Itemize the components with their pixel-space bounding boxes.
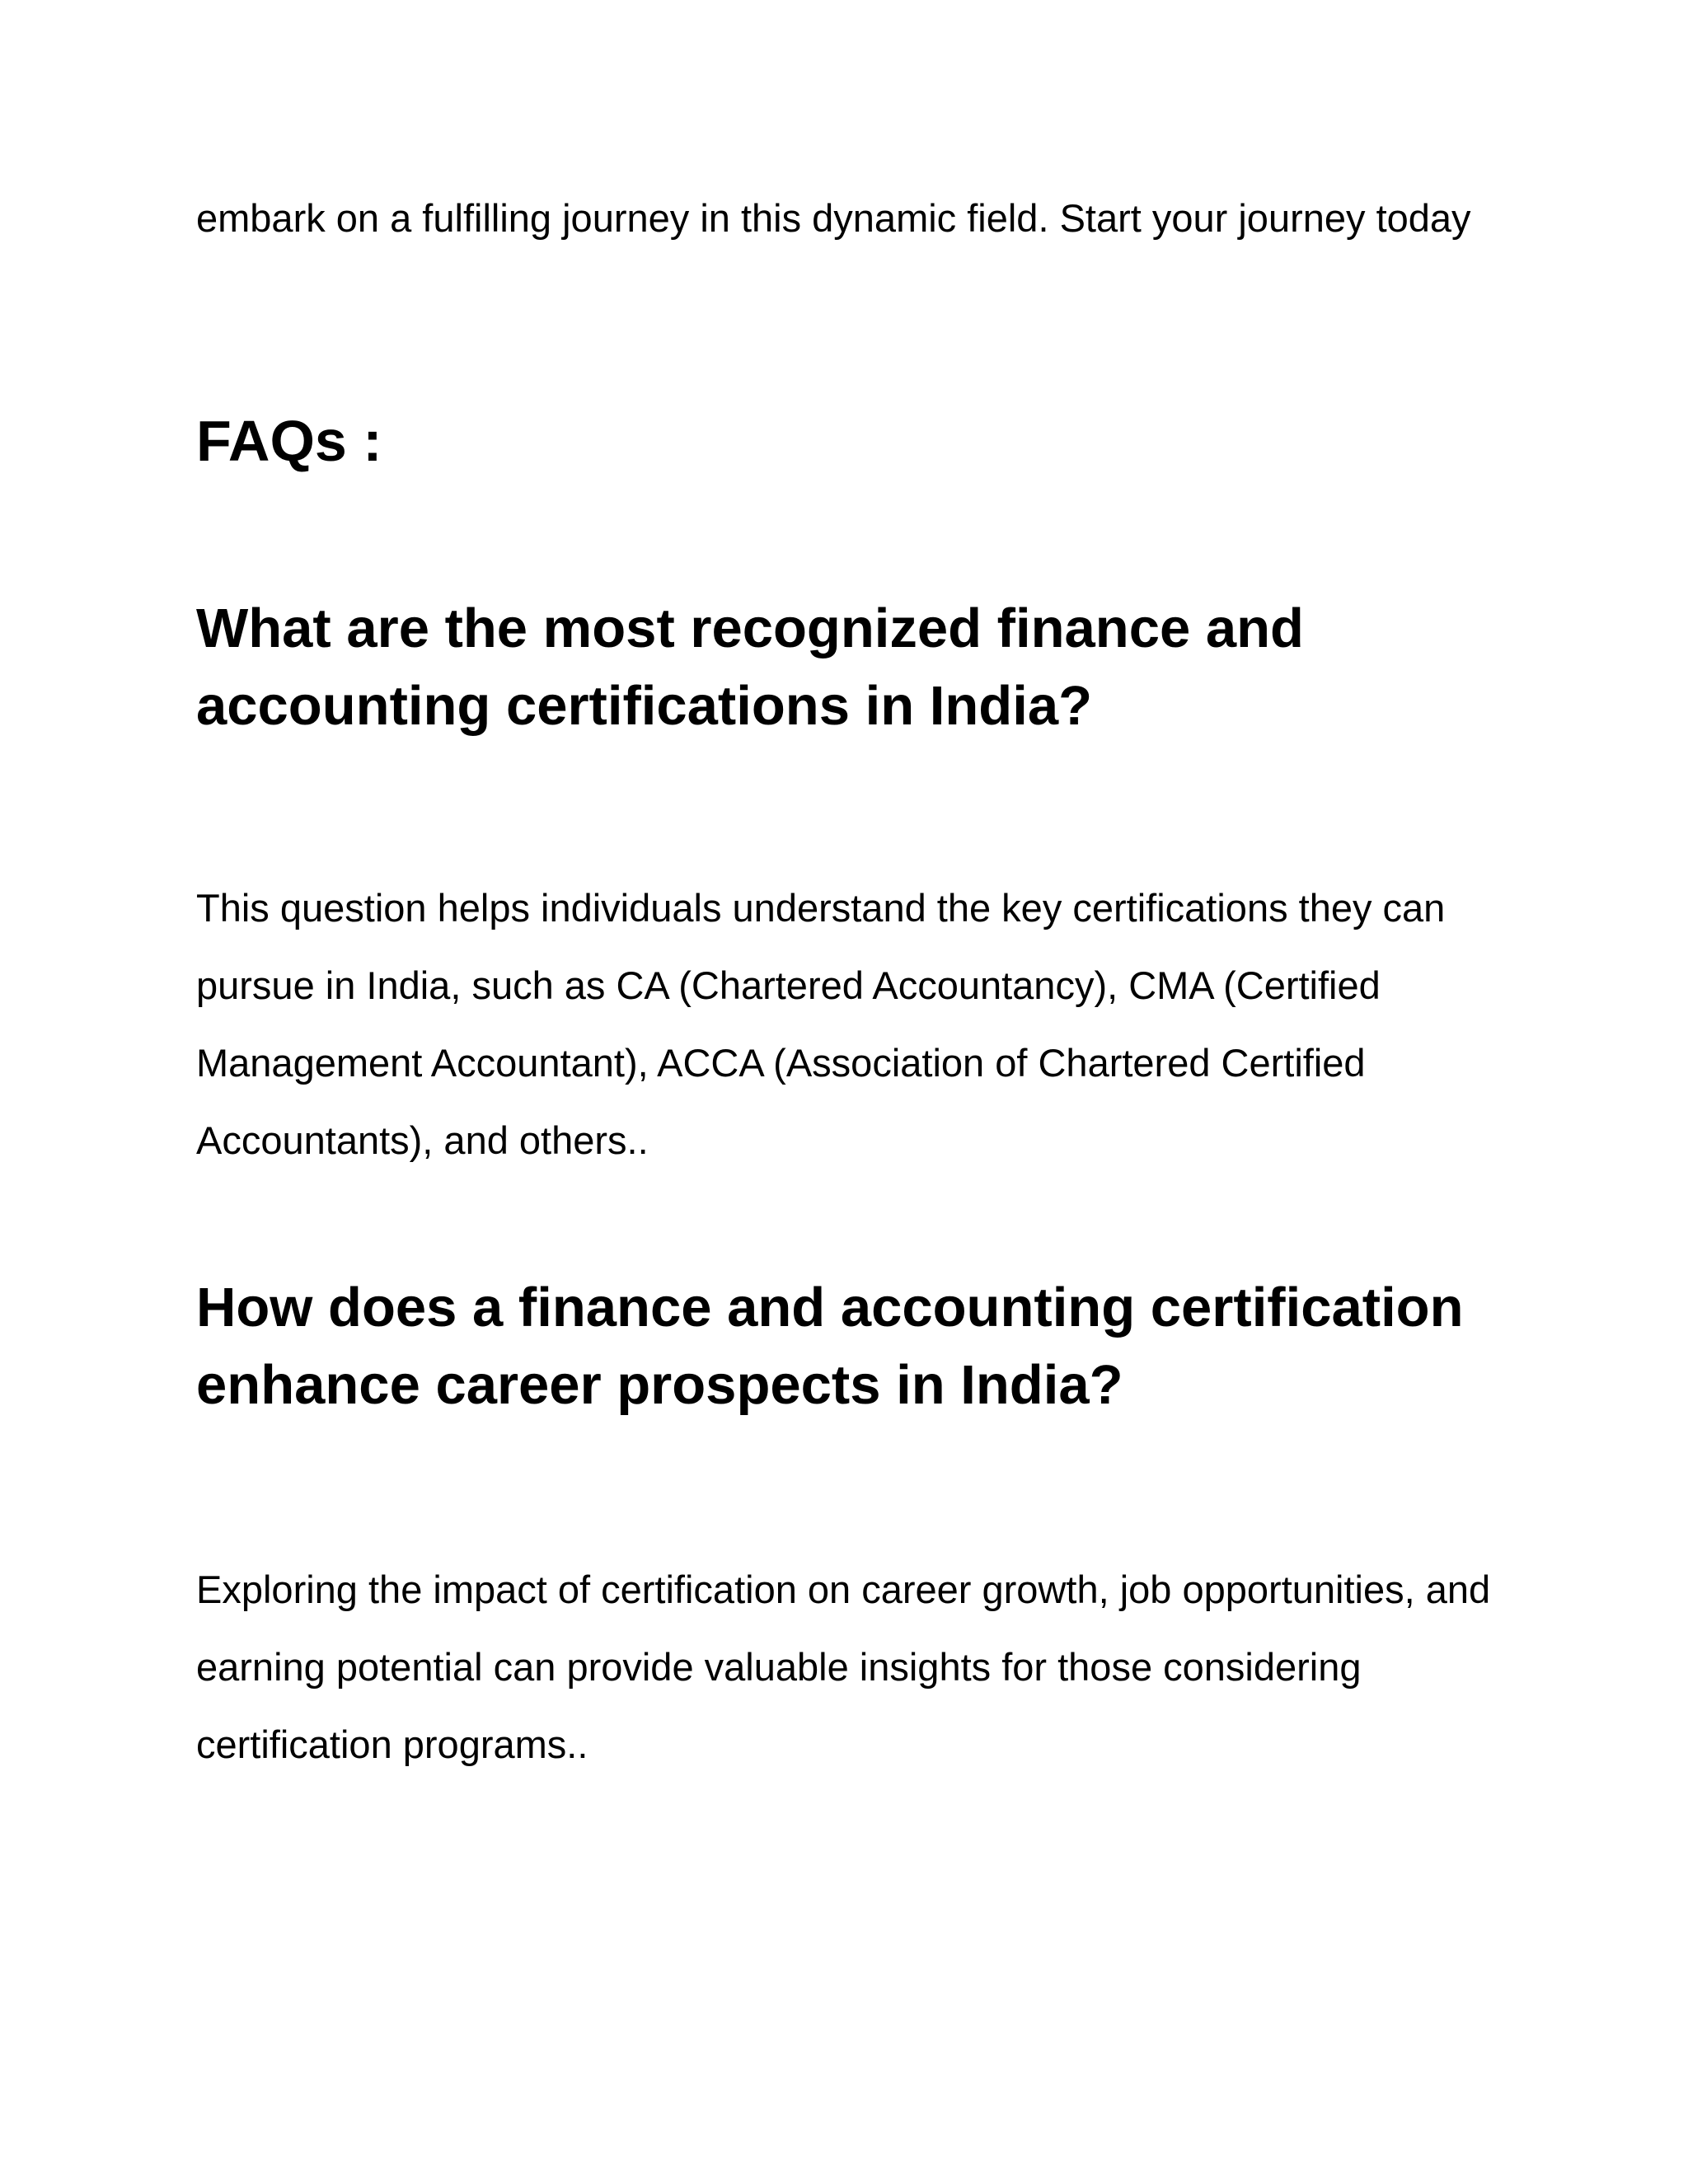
faq-question-1: What are the most recognized finance and accounting certifications in India? (196, 598, 1304, 737)
intro-paragraph: embark on a fulfilling journey in this dynamic field. Start your journey today (196, 196, 1471, 240)
faq-answer-1: This question helps individuals understand the key certifications they can pursue in India, such as CA (Chartered Accountancy), CMA (Certified Management Accountant), ACCA (Association of Chartered Certified Accountants), and others.. (196, 886, 1446, 1162)
faq-heading: FAQs : (196, 409, 382, 473)
faq-question-2: How does a finance and accounting certification enhance career prospects in India? (196, 1277, 1464, 1416)
faq-answer-2: Exploring the impact of certification on career growth, job opportunities, and earning potential can provide valuable insights for those considering certification programs.. (196, 1568, 1491, 1766)
